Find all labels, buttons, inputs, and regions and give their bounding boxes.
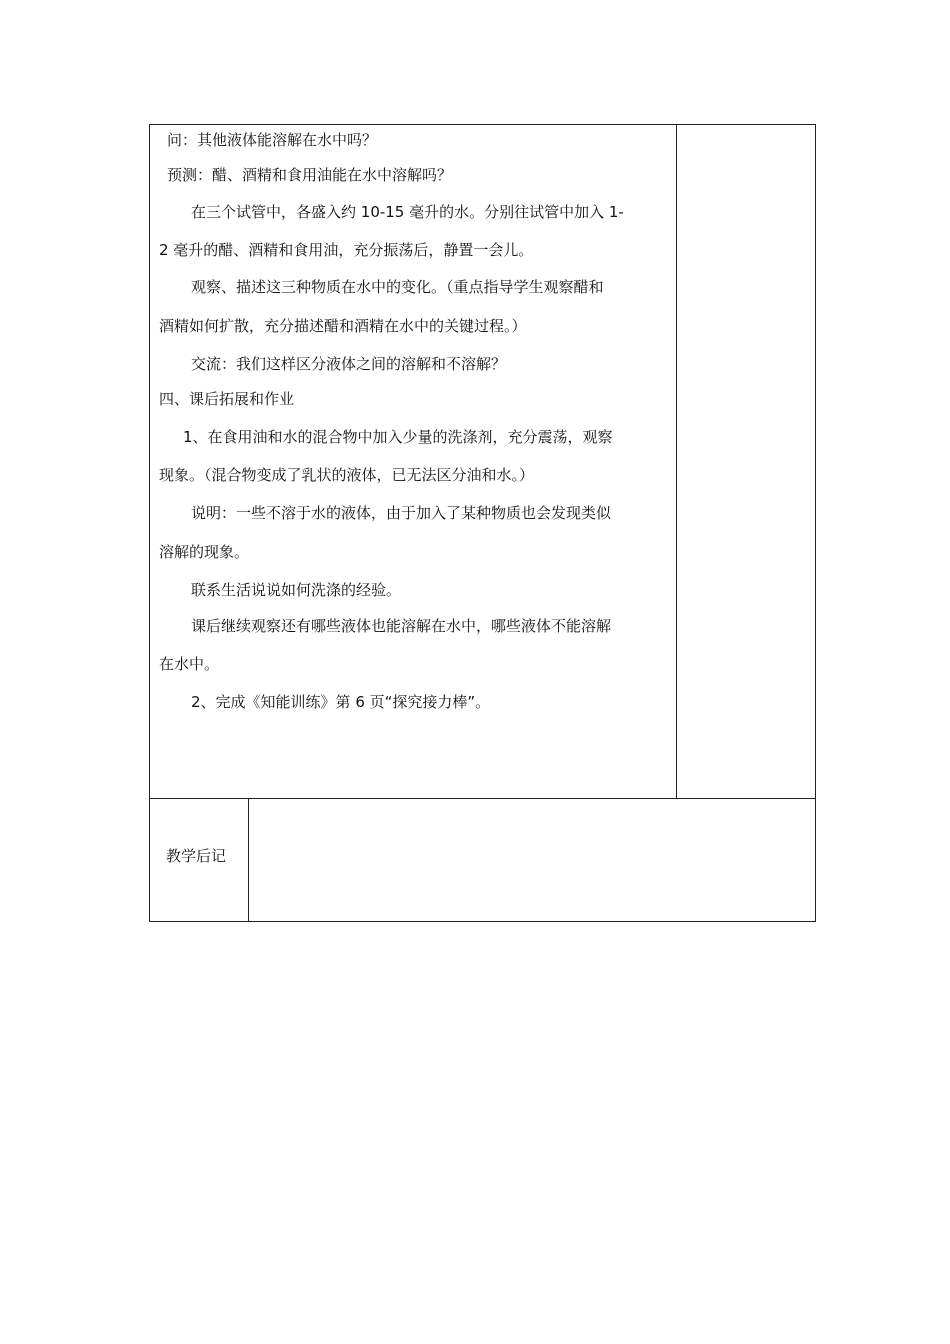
reflection-notes-cell bbox=[249, 799, 815, 921]
reflection-label: 教学后记 bbox=[166, 847, 227, 865]
reflection-label-cell bbox=[150, 799, 249, 921]
text-line: 在三个试管中，各盛入约 10-15 毫升的水。分别往试管中加入 1- bbox=[191, 203, 624, 221]
text-line: 1、在食用油和水的混合物中加入少量的洗涤剂，充分震荡，观察 bbox=[183, 428, 613, 446]
text-line: 联系生活说说如何洗涤的经验。 bbox=[191, 581, 402, 599]
text-line: 溶解的现象。 bbox=[159, 543, 250, 561]
text-line: 课后继续观察还有哪些液体也能溶解在水中，哪些液体不能溶解 bbox=[191, 617, 612, 635]
text-line: 预测：醋、酒精和食用油能在水中溶解吗？ bbox=[167, 166, 453, 184]
text-line: 问：其他液体能溶解在水中吗？ bbox=[167, 131, 378, 149]
text-line: 观察、描述这三种物质在水中的变化。（重点指导学生观察醋和 bbox=[191, 278, 604, 296]
text-line: 2、完成《知能训练》第 6 页“探究接力棒”。 bbox=[191, 693, 491, 711]
section-heading: 四、课后拓展和作业 bbox=[159, 390, 295, 408]
side-notes-cell bbox=[677, 125, 815, 798]
text-line: 交流：我们这样区分液体之间的溶解和不溶解？ bbox=[191, 355, 507, 373]
text-line: 2 毫升的醋、酒精和食用油，充分振荡后，静置一会儿。 bbox=[159, 241, 534, 259]
text-line: 在水中。 bbox=[159, 655, 220, 673]
text-line: 现象。（混合物变成了乳状的液体，已无法区分油和水。） bbox=[159, 466, 535, 484]
teaching-reflection-row bbox=[150, 799, 815, 921]
lesson-plan-table bbox=[149, 124, 816, 922]
text-line: 说明：一些不溶于水的液体，由于加入了某种物质也会发现类似 bbox=[191, 504, 612, 522]
lesson-content-cell bbox=[150, 125, 677, 798]
lesson-content-row bbox=[150, 125, 815, 799]
text-line: 酒精如何扩散，充分描述醋和酒精在水中的关键过程。） bbox=[159, 317, 527, 335]
